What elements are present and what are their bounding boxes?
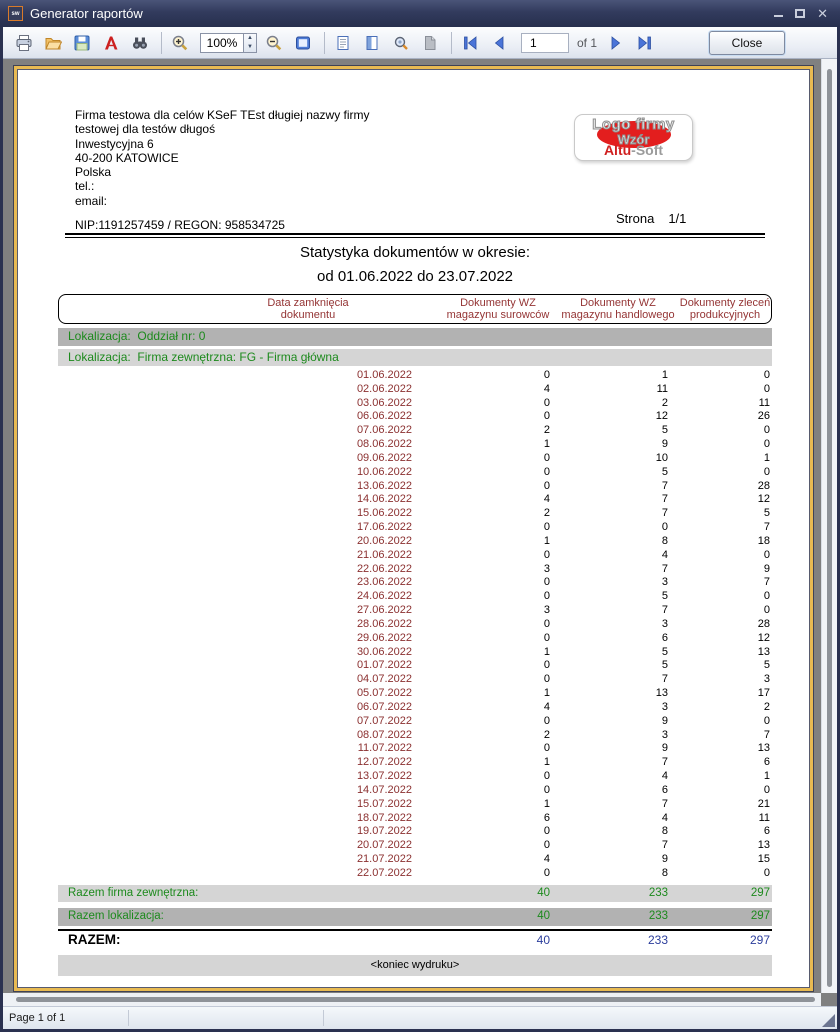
table-row: 15.06.2022 2 7 5 bbox=[356, 507, 770, 520]
logo-text-top: Logo firmy bbox=[592, 116, 675, 133]
last-page-icon bbox=[636, 34, 654, 52]
horizontal-scrollbar[interactable] bbox=[3, 993, 821, 1006]
column-header-wz-surowcow: Dokumenty WZ magazynu surowców bbox=[446, 297, 550, 321]
table-row: 04.07.2022 0 7 3 bbox=[356, 673, 770, 686]
status-bar bbox=[3, 1006, 837, 1029]
titlebar bbox=[0, 0, 840, 27]
next-page-button[interactable] bbox=[603, 30, 629, 56]
print-button[interactable] bbox=[11, 30, 37, 56]
table-row: 01.06.2022 0 1 0 bbox=[356, 369, 770, 381]
full-screen-button[interactable] bbox=[290, 30, 316, 56]
table-row: 03.06.2022 0 2 11 bbox=[356, 396, 770, 409]
table-row: 01.07.2022 0 5 5 bbox=[356, 659, 770, 672]
save-button[interactable] bbox=[69, 30, 95, 56]
zoom-level-input[interactable] bbox=[200, 33, 244, 53]
toolbar-separator bbox=[324, 32, 325, 54]
page-number-input[interactable] bbox=[521, 33, 569, 53]
table-row: 29.06.2022 0 6 12 bbox=[356, 631, 770, 644]
page-setup-button[interactable] bbox=[330, 30, 356, 56]
table-row: 13.06.2022 0 7 28 bbox=[356, 479, 770, 492]
table-row: 14.07.2022 0 6 0 bbox=[356, 783, 770, 796]
report-page bbox=[17, 69, 810, 988]
table-row: 22.06.2022 3 7 9 bbox=[356, 562, 770, 575]
logo-brand: Altu-Soft bbox=[603, 142, 664, 158]
table-row: 11.07.2022 0 9 13 bbox=[357, 742, 770, 755]
total-row-firma-zewnetrzna: Razem firma zewnętrzna: 40 233 297 bbox=[58, 885, 772, 903]
two-page-view-icon bbox=[363, 34, 381, 52]
table-row: 02.06.2022 4 11 0 bbox=[356, 382, 770, 395]
last-page-button[interactable] bbox=[632, 30, 658, 56]
next-page-icon bbox=[607, 34, 625, 52]
zoom-spin-up-button[interactable]: ▲ bbox=[247, 34, 253, 41]
company-logo bbox=[574, 114, 693, 161]
two-page-view-button[interactable] bbox=[359, 30, 385, 56]
zoom-out-icon bbox=[265, 34, 283, 52]
preview-settings-button[interactable] bbox=[388, 30, 414, 56]
status-page-label: Page 1 of 1 bbox=[9, 1012, 66, 1024]
end-of-print-note: <koniec wydruku> bbox=[58, 955, 772, 976]
table-row: 14.06.2022 4 7 12 bbox=[356, 493, 770, 506]
column-header-zlecen: Dokumenty zleceń produkcyjnych bbox=[679, 297, 771, 321]
watermark-button[interactable] bbox=[417, 30, 443, 56]
vertical-scrollbar[interactable] bbox=[821, 59, 837, 993]
preview-settings-icon bbox=[392, 34, 410, 52]
preview-area bbox=[3, 59, 837, 1006]
logo-text-middle: Wzór bbox=[617, 132, 650, 147]
page-count-label: of 1 bbox=[577, 35, 598, 50]
company-line: Polska bbox=[75, 165, 112, 180]
find-button[interactable] bbox=[127, 30, 153, 56]
first-page-icon bbox=[461, 34, 479, 52]
table-row: 27.06.2022 3 7 0 bbox=[356, 604, 770, 617]
column-header-date: Data zamknięcia dokumentu bbox=[267, 297, 349, 321]
window-controls bbox=[774, 7, 832, 20]
company-line: email: bbox=[75, 193, 108, 208]
close-button[interactable]: Close bbox=[709, 31, 785, 55]
header-divider bbox=[65, 233, 765, 238]
watermark-page-icon bbox=[421, 34, 439, 52]
toolbar-separator bbox=[451, 32, 452, 54]
table-row: 28.06.2022 0 3 28 bbox=[356, 617, 770, 630]
minimize-button[interactable] bbox=[774, 7, 783, 20]
company-line: tel.: bbox=[75, 179, 95, 194]
table-row: 23.06.2022 0 3 7 bbox=[356, 576, 770, 589]
table-row: 07.07.2022 0 9 0 bbox=[356, 714, 770, 727]
table-row: 10.06.2022 0 5 0 bbox=[356, 465, 770, 478]
table-row: 06.06.2022 0 12 26 bbox=[356, 410, 770, 423]
nip-regon-line: NIP:1191257459 / REGON: 958534725 bbox=[75, 218, 285, 232]
table-row: 15.07.2022 1 7 21 bbox=[356, 797, 770, 810]
full-screen-icon bbox=[294, 34, 312, 52]
report-title: Statystyka dokumentów w okresie: bbox=[299, 244, 531, 261]
first-page-button[interactable] bbox=[457, 30, 483, 56]
table-row: 21.06.2022 0 4 0 bbox=[356, 548, 770, 561]
table-row: 24.06.2022 0 5 0 bbox=[356, 590, 770, 603]
app-icon: sw bbox=[8, 6, 23, 21]
page-number-line: Strona 1/1 bbox=[616, 211, 687, 226]
zoom-in-icon bbox=[171, 34, 189, 52]
table-row: 13.07.2022 0 4 1 bbox=[356, 770, 770, 783]
toolbar bbox=[3, 27, 837, 59]
pdf-icon bbox=[102, 34, 120, 52]
horizontal-scrollbar-thumb[interactable] bbox=[16, 997, 815, 1002]
table-header-row bbox=[58, 294, 772, 324]
table-row: 18.07.2022 6 4 11 bbox=[356, 811, 770, 824]
group-row-oddzial: Lokalizacja: Oddział nr: 0 bbox=[58, 328, 772, 346]
total-row-lokalizacja: Razem lokalizacja: 40 233 297 bbox=[58, 908, 772, 926]
zoom-level-control bbox=[200, 33, 257, 53]
company-line: 40-200 KATOWICE bbox=[75, 150, 179, 165]
table-row: 07.06.2022 2 5 0 bbox=[356, 424, 770, 437]
table-row: 17.06.2022 0 0 7 bbox=[356, 521, 770, 534]
toolbar-separator bbox=[161, 32, 162, 54]
table-row: 20.06.2022 1 8 18 bbox=[356, 534, 770, 547]
grand-total-row: RAZEM: 40 233 297 bbox=[68, 931, 770, 947]
table-row: 12.07.2022 1 7 6 bbox=[356, 756, 770, 769]
company-line: testowej dla testów długoś bbox=[75, 122, 216, 137]
close-window-button[interactable]: ✕ bbox=[817, 6, 828, 21]
table-row: 06.07.2022 4 3 2 bbox=[356, 700, 770, 713]
zoom-in-button[interactable] bbox=[167, 30, 193, 56]
report-date-range: od 01.06.2022 do 23.07.2022 bbox=[316, 268, 514, 285]
previous-page-button[interactable] bbox=[486, 30, 512, 56]
table-row: 30.06.2022 1 5 13 bbox=[356, 645, 770, 658]
binoculars-icon bbox=[131, 34, 149, 52]
company-address-block bbox=[75, 108, 370, 208]
table-row: 09.06.2022 0 10 1 bbox=[356, 451, 770, 464]
open-button[interactable] bbox=[40, 30, 66, 56]
table-row: 08.06.2022 1 9 0 bbox=[356, 438, 770, 451]
table-row: 21.07.2022 4 9 15 bbox=[356, 852, 770, 865]
table-row: 05.07.2022 1 13 17 bbox=[356, 687, 770, 700]
statistics-table bbox=[58, 294, 772, 976]
statusbar-separator bbox=[323, 1010, 324, 1026]
table-body bbox=[58, 369, 772, 881]
report-page-frame bbox=[13, 65, 814, 992]
save-floppy-icon bbox=[73, 34, 91, 52]
maximize-button[interactable] bbox=[795, 7, 805, 20]
printer-icon bbox=[15, 34, 33, 52]
zoom-spinner bbox=[244, 33, 257, 53]
open-folder-icon bbox=[44, 34, 62, 52]
table-row: 20.07.2022 0 7 13 bbox=[356, 839, 770, 852]
column-header-wz-handlowego: Dokumenty WZ magazynu handlowego bbox=[561, 297, 675, 321]
table-row: 19.07.2022 0 8 6 bbox=[356, 825, 770, 838]
zoom-out-button[interactable] bbox=[261, 30, 287, 56]
group-row-firma-zewnetrzna: Lokalizacja: Firma zewnętrzna: FG - Firma główna bbox=[58, 349, 772, 367]
table-row: 22.07.2022 0 8 0 bbox=[356, 866, 770, 879]
table-row: 08.07.2022 2 3 7 bbox=[356, 728, 770, 741]
company-line: Firma testowa dla celów KSeF TEst długiej nazwy firmy bbox=[75, 108, 370, 122]
vertical-scrollbar-thumb[interactable] bbox=[827, 69, 832, 987]
window-title: Generator raportów bbox=[30, 6, 143, 21]
company-line: Inwestycyjna 6 bbox=[75, 136, 154, 151]
statusbar-separator bbox=[128, 1010, 129, 1026]
export-pdf-button[interactable] bbox=[98, 30, 124, 56]
resize-grip[interactable] bbox=[822, 1014, 835, 1027]
page-setup-icon bbox=[334, 34, 352, 52]
zoom-spin-down-button[interactable]: ▼ bbox=[247, 43, 253, 50]
previous-page-icon bbox=[490, 34, 508, 52]
